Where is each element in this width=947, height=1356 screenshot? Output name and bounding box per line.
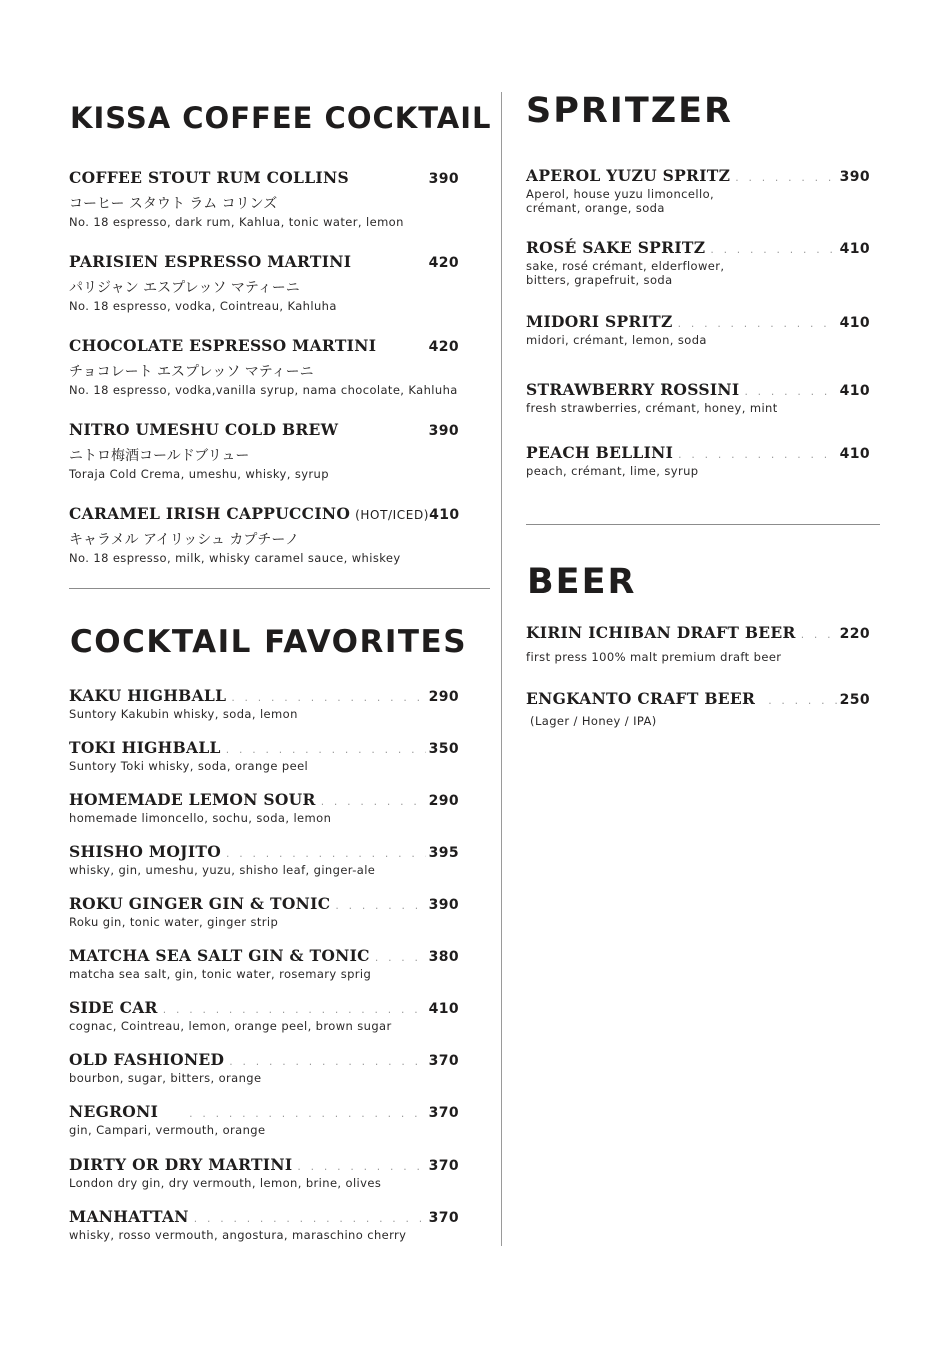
item-price: 410 xyxy=(839,446,870,462)
section-divider xyxy=(526,524,880,525)
item-price: 290 xyxy=(428,689,459,705)
item-price: 420 xyxy=(428,255,459,271)
menu-item xyxy=(526,380,870,415)
item-price: 395 xyxy=(428,845,459,861)
item-description: Aperol, house yuzu limoncello, xyxy=(526,187,715,201)
item-price: 410 xyxy=(839,241,870,257)
item-description: No. 18 espresso, dark rum, Kahlua, tonic water, lemon xyxy=(69,215,404,229)
item-name: STRAWBERRY ROSSINI xyxy=(526,380,740,399)
item-name: PARISIEN ESPRESSO MARTINI xyxy=(69,252,352,271)
item-name: ROSÉ SAKE SPRITZ xyxy=(526,238,706,257)
item-name: OLD FASHIONED xyxy=(69,1050,225,1069)
item-name: COFFEE STOUT RUM COLLINS xyxy=(69,168,349,187)
item-description: Suntory Kakubin whisky, soda, lemon xyxy=(69,707,298,721)
menu-item xyxy=(69,894,459,929)
leader-dots xyxy=(188,1110,425,1120)
item-name: ROKU GINGER GIN & TONIC xyxy=(69,894,331,913)
leader-dots xyxy=(162,1006,426,1016)
item-name: SIDE CAR xyxy=(69,998,158,1017)
item-price: 380 xyxy=(428,949,459,965)
menu-item xyxy=(69,168,459,229)
item-name: MATCHA SEA SALT GIN & TONIC xyxy=(69,946,370,965)
item-description: Suntory Toki whisky, soda, orange peel xyxy=(69,759,309,773)
menu-item xyxy=(69,686,459,721)
item-description: sake, rosé crémant, elderflower, xyxy=(526,259,725,273)
section-divider xyxy=(69,588,490,589)
item-name: PEACH BELLINI xyxy=(526,443,674,462)
leader-dots xyxy=(225,850,426,860)
menu-item xyxy=(69,420,459,481)
item-description: fresh strawberries, crémant, honey, mint xyxy=(526,401,778,415)
item-description-continued: crémant, orange, soda xyxy=(526,201,665,215)
menu-item xyxy=(526,623,870,664)
item-description: first press 100% malt premium draft beer xyxy=(526,650,782,664)
menu-item xyxy=(526,238,870,287)
item-japanese-name: チョコレート エスプレッソ マティーニ xyxy=(69,364,314,380)
menu-item xyxy=(69,790,459,825)
item-price: 370 xyxy=(428,1158,459,1174)
item-name: NITRO UMESHU COLD BREW xyxy=(69,420,339,439)
item-description: Toraja Cold Crema, umeshu, whisky, syrup xyxy=(69,467,329,481)
item-japanese-name: キャラメル アイリッシュ カプチーノ xyxy=(69,532,300,548)
section-title-spritzer: SPRITZER xyxy=(526,91,733,131)
item-description: matcha sea salt, gin, tonic water, rosemary sprig xyxy=(69,967,372,981)
item-price: 350 xyxy=(428,741,459,757)
item-tag: (HOT/ICED) xyxy=(355,508,430,522)
menu-item xyxy=(69,1207,459,1242)
item-price: 410 xyxy=(428,1001,459,1017)
leader-dots xyxy=(320,798,426,808)
item-price: 250 xyxy=(839,692,870,708)
leader-dots xyxy=(296,1163,425,1173)
item-name: SHISHO MOJITO xyxy=(69,842,222,861)
item-description: No. 18 espresso, milk, whisky caramel sauce, whiskey xyxy=(69,551,401,565)
item-name: ENGKANTO CRAFT BEER xyxy=(526,689,756,708)
item-name: KAKU HIGHBALL xyxy=(69,686,227,705)
leader-dots xyxy=(193,1215,426,1225)
menu-item xyxy=(69,842,459,877)
item-japanese-name: パリジャン エスプレッソ マティーニ xyxy=(69,280,300,296)
item-name: DIRTY OR DRY MARTINI xyxy=(69,1155,293,1174)
item-description: homemade limoncello, sochu, soda, lemon xyxy=(69,811,332,825)
menu-item xyxy=(69,1050,459,1085)
item-description-continued: bitters, grapefruit, soda xyxy=(526,273,673,287)
item-name: NEGRONI xyxy=(69,1102,159,1121)
item-japanese-name: コーヒー スタウト ラム コリンズ xyxy=(69,196,278,212)
item-price: 370 xyxy=(428,1105,459,1121)
item-description: whisky, gin, umeshu, yuzu, shisho leaf, ginger-ale xyxy=(69,863,376,877)
leader-dots xyxy=(743,388,836,398)
item-description: cognac, Cointreau, lemon, orange peel, brown sugar xyxy=(69,1019,392,1033)
leader-dots xyxy=(709,246,836,256)
section-title-beer: BEER xyxy=(527,562,637,602)
section-title-kissa-coffee-cocktail: KISSA COFFEE COCKTAIL xyxy=(70,101,492,135)
item-description: No. 18 espresso, vodka,vanilla syrup, nama chocolate, Kahluha xyxy=(69,383,458,397)
leader-dots xyxy=(800,631,837,641)
item-price: 220 xyxy=(839,626,870,642)
menu-item xyxy=(69,336,459,397)
leader-dots xyxy=(230,694,425,704)
menu-item xyxy=(526,312,870,347)
menu-item xyxy=(69,504,459,565)
item-description: Roku gin, tonic water, ginger strip xyxy=(69,915,279,929)
menu-item xyxy=(526,443,870,478)
item-price: 290 xyxy=(428,793,459,809)
item-name: HOMEMADE LEMON SOUR xyxy=(69,790,316,809)
item-price: 410 xyxy=(839,315,870,331)
item-name: CHOCOLATE ESPRESSO MARTINI xyxy=(69,336,377,355)
item-name: KIRIN ICHIBAN DRAFT BEER xyxy=(526,623,796,642)
item-description: (Lager / Honey / IPA) xyxy=(526,714,657,728)
leader-dots xyxy=(767,697,836,707)
menu-item xyxy=(69,998,459,1033)
menu-item xyxy=(69,1102,459,1137)
item-price: 420 xyxy=(428,339,459,355)
item-name: MANHATTAN xyxy=(69,1207,189,1226)
item-price: 410 xyxy=(429,507,460,523)
item-price: 390 xyxy=(428,171,459,187)
leader-dots xyxy=(677,451,836,461)
menu-item xyxy=(69,738,459,773)
leader-dots xyxy=(334,902,425,912)
item-description: bourbon, sugar, bitters, orange xyxy=(69,1071,262,1085)
leader-dots xyxy=(374,954,426,964)
menu-item xyxy=(526,166,870,215)
menu-item xyxy=(526,689,870,728)
column-divider xyxy=(501,92,502,1246)
leader-dots xyxy=(225,746,426,756)
section-title-cocktail-favorites: COCKTAIL FAVORITES xyxy=(70,624,468,660)
item-name: APEROL YUZU SPRITZ xyxy=(526,166,731,185)
leader-dots xyxy=(734,174,836,184)
menu-item xyxy=(69,946,459,981)
item-name: MIDORI SPRITZ xyxy=(526,312,673,331)
item-price: 390 xyxy=(428,423,459,439)
menu-item xyxy=(69,252,459,313)
item-description: No. 18 espresso, vodka, Cointreau, Kahluha xyxy=(69,299,337,313)
item-description: whisky, rosso vermouth, angostura, maraschino cherry xyxy=(69,1228,407,1242)
item-description: peach, crémant, lime, syrup xyxy=(526,464,699,478)
item-price: 390 xyxy=(428,897,459,913)
item-description: gin, Campari, vermouth, orange xyxy=(69,1123,266,1137)
leader-dots xyxy=(677,320,837,330)
item-description: midori, crémant, lemon, soda xyxy=(526,333,707,347)
item-price: 370 xyxy=(428,1210,459,1226)
item-name: CARAMEL IRISH CAPPUCCINO xyxy=(69,504,351,523)
menu-item xyxy=(69,1155,459,1190)
item-name: TOKI HIGHBALL xyxy=(69,738,221,757)
item-description: London dry gin, dry vermouth, lemon, brine, olives xyxy=(69,1176,382,1190)
leader-dots xyxy=(228,1058,425,1068)
item-price: 390 xyxy=(839,169,870,185)
item-price: 410 xyxy=(839,383,870,399)
item-price: 370 xyxy=(428,1053,459,1069)
item-japanese-name: ニトロ梅酒コールドブリュー xyxy=(69,448,250,464)
